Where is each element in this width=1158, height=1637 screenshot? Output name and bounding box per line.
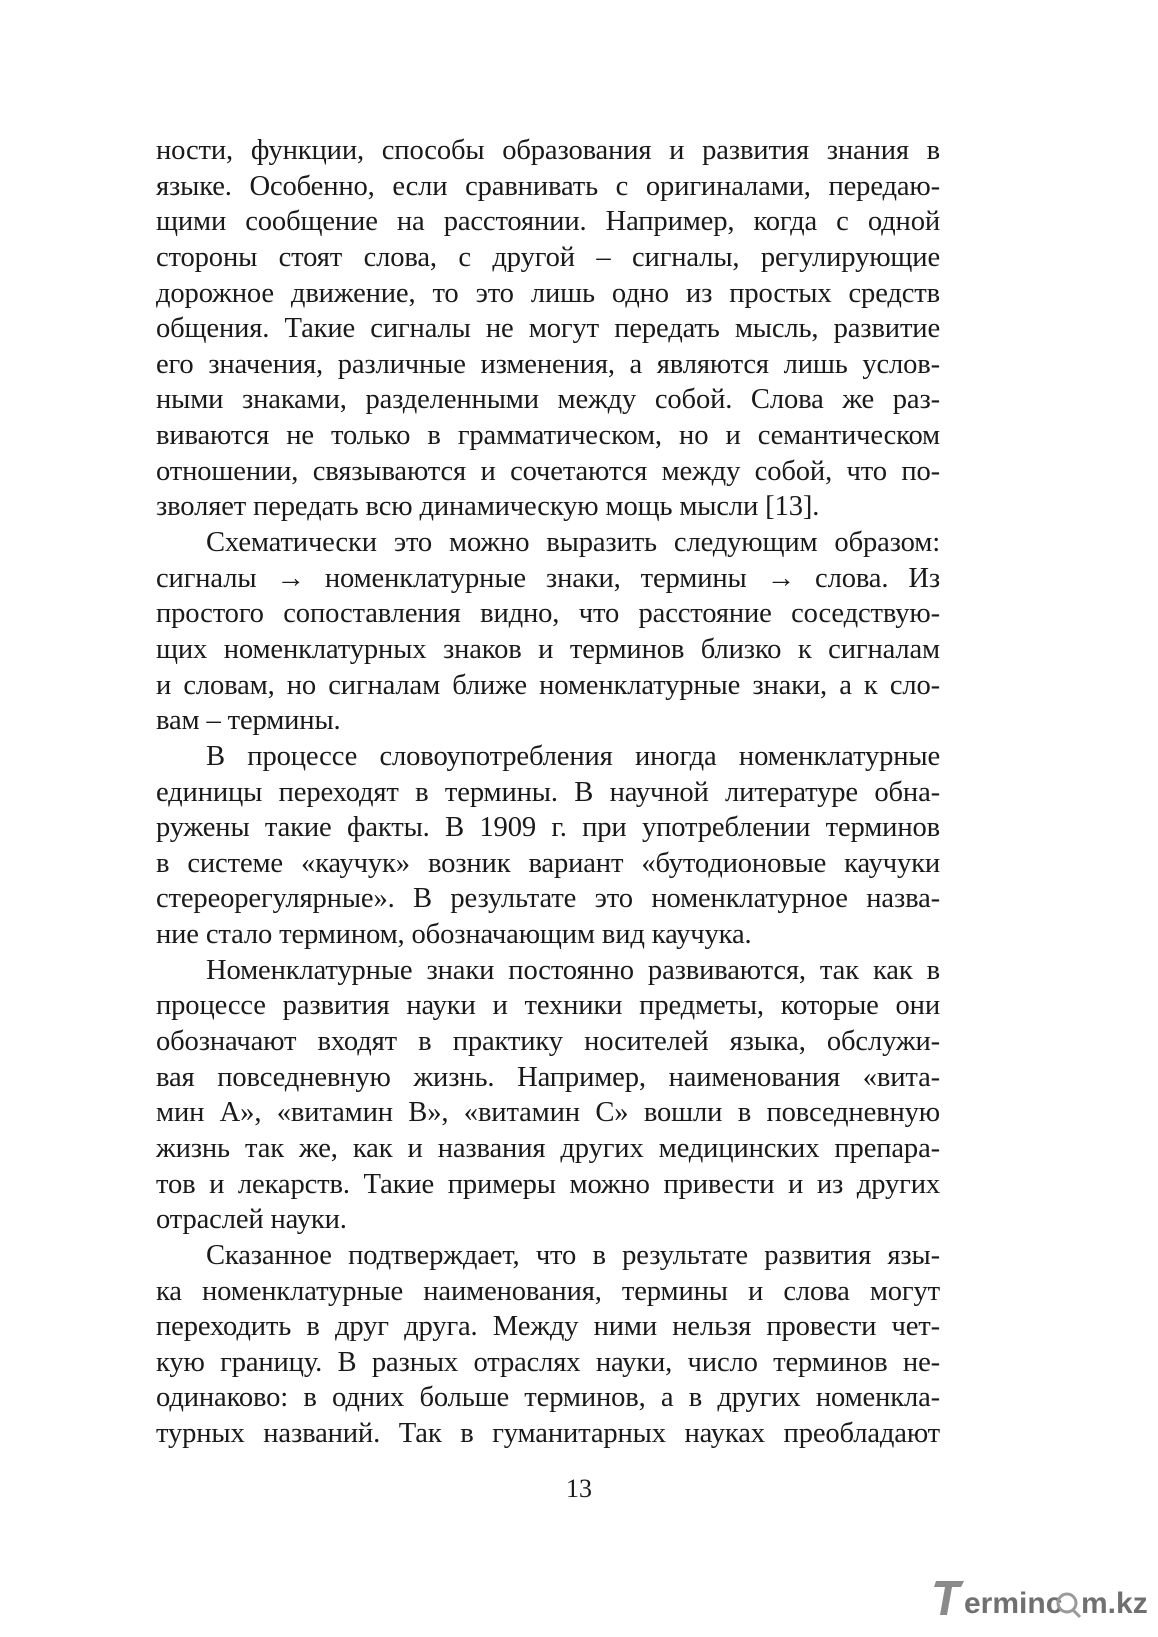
text-line: отраслей науки. — [156, 1204, 347, 1236]
text-line: обозначают входят в практику носителей языка, обслужи- — [156, 1026, 940, 1058]
text-line: стереорегулярные». В результате это номенклатурное назва- — [156, 883, 940, 915]
text-line: мин А», «витамин В», «витамин С» вошли в повседневную — [156, 1097, 940, 1129]
watermark-t-icon — [934, 1581, 964, 1615]
text-line: сигналы → номенклатурные знаки, термины → слова. Из — [156, 562, 940, 594]
text-line: одинаково: в одних больше терминов, а в других номенкла- — [156, 1382, 940, 1414]
text-line: турных названий. Так в гуманитарных науках преобладают — [156, 1418, 940, 1450]
text-line: и словам, но сигналам ближе номенклатурные знаки, а к сло- — [156, 669, 940, 701]
text-line: ка номенклатурные наименования, термины и слова могут — [156, 1275, 940, 1307]
text-line: ружены такие факты. В 1909 г. при употреблении терминов — [156, 812, 940, 844]
text-line: ными знаками, разделенными между собой. Слова же раз- — [156, 384, 940, 416]
text-line: единицы переходят в термины. В научной литературе обна- — [156, 776, 940, 808]
text-line: ности, функции, способы образования и развития знания в — [156, 135, 940, 166]
text-line: зволяет передать всю динамическую мощь мысли [13]. — [156, 491, 820, 523]
text-line: переходить в друг друга. Между ними нельзя провести чет- — [156, 1311, 940, 1343]
text-line: общения. Такие сигналы не могут передать мысль, развитие — [156, 313, 940, 345]
text-line: виваются не только в грамматическом, но и семантическом — [156, 420, 940, 452]
page-number: 13 — [566, 1474, 592, 1503]
text-line: тов и лекарств. Такие примеры можно привести и из других — [156, 1168, 940, 1200]
text-line: Сказанное подтверждает, что в результате развития язы- — [206, 1239, 940, 1271]
text-line: ние стало термином, обозначающим вид каучука. — [156, 919, 752, 951]
watermark-text-start: erminc — [964, 1587, 1063, 1620]
text-line: процессе развития науки и техники предметы, которые они — [156, 990, 940, 1022]
text-line: простого сопоставления видно, что расстояние соседствую- — [156, 598, 940, 630]
text-line: щих номенклатурных знаков и терминов близко к сигналам — [156, 633, 940, 665]
body-text — [156, 133, 940, 1452]
text-line: вам – термины. — [156, 705, 341, 737]
text-line: его значения, различные изменения, а являются лишь услов- — [156, 348, 940, 380]
text-line: кую границу. В разных отраслях науки, число терминов не- — [156, 1346, 940, 1378]
text-line: Схематически это можно выразить следующим образом: — [206, 527, 940, 559]
text-line: стороны стоят слова, с другой – сигналы, регулирующие — [156, 241, 940, 273]
text-line: в системе «каучук» возник вариант «бутодионовые каучуки — [156, 847, 940, 879]
text-line: Номенклатурные знаки постоянно развиваются, так как в — [206, 954, 940, 986]
text-line: щими сообщение на расстоянии. Например, когда с одной — [156, 206, 940, 238]
text-line: вая повседневную жизнь. Например, наименования «вита- — [156, 1061, 940, 1093]
text-line: В процессе словоупотребления иногда номенклатурные — [206, 740, 940, 772]
text-line: жизнь так же, как и названия других медицинских препара- — [156, 1132, 940, 1164]
text-line: отношении, связываются и сочетаются между собой, что по- — [156, 455, 940, 487]
watermark-text-end: m.kz — [1081, 1587, 1148, 1620]
text-line: дорожное движение, то это лишь одно из простых средств — [156, 277, 940, 309]
text-line: языке. Особенно, если сравнивать с оригиналами, передаю- — [156, 170, 940, 202]
site-watermark-logo — [934, 1575, 1154, 1621]
